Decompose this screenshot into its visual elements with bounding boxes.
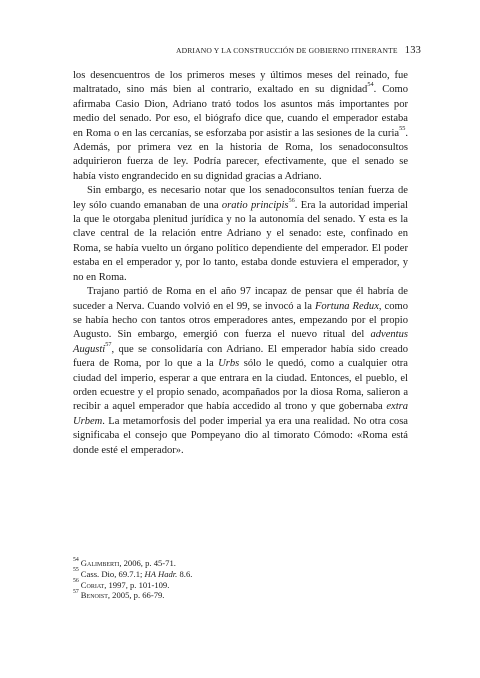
running-header [60, 44, 421, 58]
text-run: . Como afirmaba Casio Dion, Adriano trató todos los asuntos más importantes por medio del senado. Por eso, el biógrafo dice que, cuando el emperador estaba en Roma o en las cercanías, se esforzaba por asistir a las sesiones de la curia [73, 84, 408, 139]
main-text [73, 69, 408, 458]
text-run: 8.6. [177, 568, 193, 579]
text-run: , 1997, p. 101-109. [104, 579, 170, 590]
italic-text: Urbs [218, 358, 240, 370]
text-run: los desencuentros de los primeros meses y últimos meses del reinado, fue maltratado, sino más bien al contrario, exaltado en su dignidad [73, 70, 408, 96]
text-run: Trajano partió de Roma en el año 97 incapaz de pensar que él habría de suceder a Nerva. Cuando volvió en el 99, se invocó a la [73, 286, 408, 312]
paragraph [73, 184, 408, 285]
text-run: , 2006, p. 45-71. [119, 558, 176, 568]
footnote-ref: 56 [288, 196, 295, 204]
author-name: Coriat [80, 579, 105, 590]
italic-text: HA Hadr. [144, 568, 178, 579]
footnote-number: 57 [73, 588, 79, 595]
text-run: . La metamorfosis del poder imperial ya era una realidad. No otra cosa significaba el consejo que Pompeyano dio al timorato Cómodo: «Roma está donde esté el emperador». [73, 415, 408, 456]
text-run: , 2005, p. 66-79. [107, 590, 165, 601]
footnote [73, 558, 408, 569]
footnote-ref: 55 [399, 124, 406, 132]
footnote-ref: 57 [105, 340, 112, 348]
italic-text: oratio principis [221, 199, 289, 211]
paragraph [73, 285, 408, 458]
footnotes [73, 558, 408, 601]
text-run: . Era la autoridad imperial la que le otorgaba plenitud jurídica y no la autonomía del senado. Y esta es la clave central de la relación entre Adriano y el senado: este, confinado en Roma, se había vuelto un órgano político dependiente del emperador. El poder estaba en el emperador y, por lo tanto, estaba donde estuviera el emperador, y no en Roma. [73, 199, 408, 283]
running-title: ADRIANO Y LA CONSTRUCCIÓN DE GOBIERNO ITINERANTE [175, 46, 398, 55]
footnote-number: 54 [73, 556, 79, 563]
italic-text: adventus Augusti [73, 329, 408, 355]
footnote-number: 56 [73, 578, 79, 585]
text-run: sólo le quedó, como a cualquier otra ciudad del imperio, esperar a que entrara en la ciudad. Entonces, el pueblo, el orden ecuestre y el propio senado, acompañados por la diosa Roma, salieron a recibir a aquel emperador que había accedido al trono y que gobernaba [73, 358, 408, 413]
author-name: Benoist [80, 590, 108, 601]
footnote [73, 580, 408, 591]
text-run: Sin embargo, es necesario notar que los senadoconsultos tenían fuerza de ley sólo cuando emanaban de una [73, 185, 408, 211]
footnote [73, 569, 408, 580]
text-run: , que se consolidaría con Adriano. El emperador había sido creado fuera de Roma, por lo que a la [73, 343, 408, 370]
footnote-ref: 54 [367, 81, 374, 89]
text-run: . Además, por primera vez en la historia de Roma, los senadoconsultos adquirieron fuerza de ley. Podría parecer, efectivamente, que el senado se había visto engrandecido en su dignidad gracias a Adriano. [73, 127, 408, 182]
author-name: Galimberti [80, 558, 120, 568]
footnote [73, 590, 408, 601]
italic-text: Fortuna Redux [314, 300, 379, 312]
page-number: 133 [404, 45, 421, 56]
text-run: Cass. Dio, 69.7.1; [80, 568, 145, 579]
footnote-number: 55 [73, 567, 79, 574]
paragraph [73, 69, 408, 184]
text-run: , como se había hecho con tantos otros emperadores antes, empezando por el propio Augusto. Sin embargo, emergió con fuerza el nuevo ritual del [73, 300, 408, 341]
italic-text: extra Urbem [73, 401, 408, 427]
